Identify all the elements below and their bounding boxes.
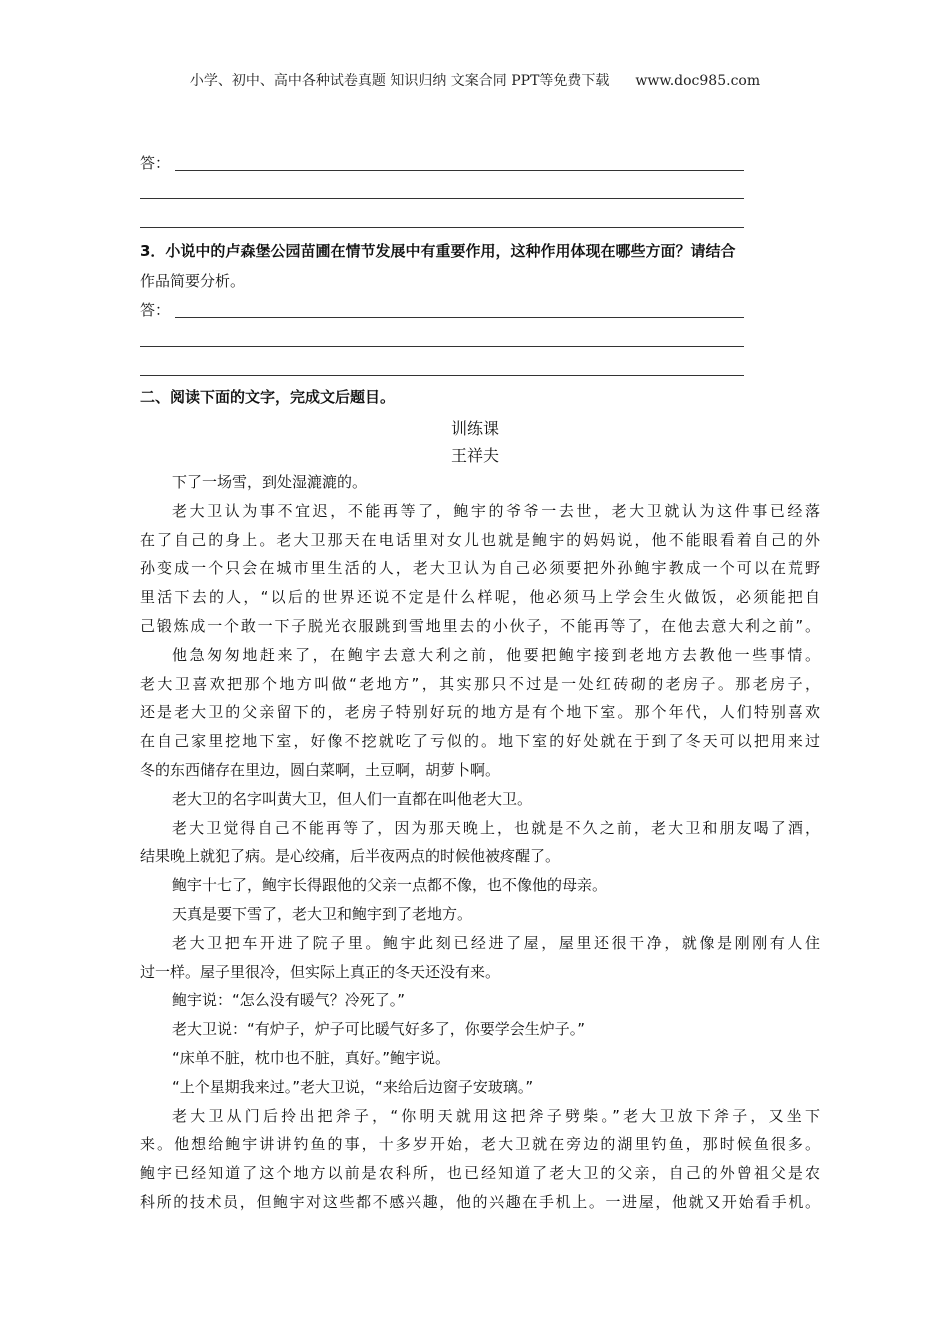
article-line: 下了一场雪，到处湿漉漉的。 xyxy=(172,473,368,491)
article-line: 老大卫认为事不宜迟，不能再等了，鲍宇的爷爷一去世，老大卫就认为这件事已经落 xyxy=(172,501,820,520)
article-line: 老大卫喜欢把那个地方叫做“老地方”，其实那只不过是一处红砖砌的老房子。那老房子， xyxy=(140,674,820,693)
article-line: 里活下去的人，“以后的世界还说不定是什么样呢，他必须马上学会生火做饭，必须能把自 xyxy=(140,588,820,607)
article-line: 在自己家里挖地下室，好像不挖就吃了亏似的。地下室的好处就在于到了冬天可以把用来过 xyxy=(140,732,820,751)
article-line: 他急匆匆地赶来了，在鲍宇去意大利之前，他要把鲍宇接到老地方去教他一些事情。 xyxy=(172,645,820,664)
question-3-line1: 3．小说中的卢森堡公园苗圃在情节发展中有重要作用，这种作用体现在哪些方面？请结合 xyxy=(140,242,736,260)
article-line: 老大卫说：“有炉子，炉子可比暖气好多了，你要学会生炉子。” xyxy=(172,1020,586,1039)
article-line: 过一样。屋子里很冷，但实际上真正的冬天还没有来。 xyxy=(140,962,501,981)
question-3-line2: 作品简要分析。 xyxy=(140,272,246,290)
answer-label: 答： xyxy=(140,154,171,172)
answer-line xyxy=(140,375,744,376)
article-line: 天真是要下雪了，老大卫和鲍宇到了老地方。 xyxy=(172,905,473,923)
article-line: 在了自己的身上。老大卫那天在电话里对女儿也就是鲍宇的妈妈说，他不能眼看着自己的外 xyxy=(140,530,820,549)
article-line: 科所的技术员，但鲍宇对这些都不感兴趣，他的兴趣在手机上。一进屋，他就又开始看手机。 xyxy=(140,1193,820,1211)
article-author: 王祥夫 xyxy=(450,446,499,465)
article-line: 结果晚上就犯了病。是心绞痛，后半夜两点的时候他被疼醒了。 xyxy=(140,847,561,866)
answer-line xyxy=(140,227,744,228)
header-url: www.doc985.com xyxy=(635,73,761,89)
article-line: “上个星期我来过。”老大卫说，“来给后边窗子安玻璃。” xyxy=(172,1077,534,1096)
answer-line xyxy=(140,346,744,347)
article-line: 还是老大卫的父亲留下的，老房子特别好玩的地方是有个地下室。那个年代，人们特别喜欢 xyxy=(140,703,820,722)
header-text: 小学、初中、高中各种试卷真题 知识归纳 文案合同 PPT等免费下载 xyxy=(189,73,610,89)
article-line: 老大卫觉得自己不能再等了，因为那天晚上，也就是不久之前，老大卫和朋友喝了酒， xyxy=(172,818,820,837)
article-line: 鲍宇十七了，鲍宇长得跟他的父亲一点都不像，也不像他的母亲。 xyxy=(172,876,608,895)
section-heading: 二、阅读下面的文字，完成文后题目。 xyxy=(140,388,396,406)
answer-label: 答： xyxy=(140,301,171,319)
article-line: 冬的东西储存在里边，圆白菜啊，土豆啊，胡萝卜啊。 xyxy=(140,761,501,779)
article-line: 鲍宇说：“怎么没有暖气？冷死了。” xyxy=(172,991,406,1010)
answer-line xyxy=(175,170,744,171)
article-line: 鲍宇已经知道了这个地方以前是农科所，也已经知道了老大卫的父亲，自己的外曾祖父是农 xyxy=(140,1164,820,1183)
article-line: 来。他想给鲍宇讲讲钓鱼的事，十多岁开始，老大卫就在旁边的湖里钓鱼，那时候鱼很多。 xyxy=(140,1135,820,1154)
article-line: 己锻炼成一个敢一下子脱光衣服跳到雪地里去的小伙子，不能再等了，在他去意大利之前”。 xyxy=(140,617,820,635)
answer-line xyxy=(175,317,744,318)
answer-line xyxy=(140,198,744,199)
article-line: 老大卫的名字叫黄大卫，但人们一直都在叫他老大卫。 xyxy=(172,789,533,808)
page-header xyxy=(0,70,950,90)
article-title: 训练课 xyxy=(450,419,499,438)
article-line: 孙变成一个只会在城市里生活的人，老大卫认为自己必须要把外孙鲍宇教成一个可以在荒野 xyxy=(140,559,820,578)
article-line: 老大卫把车开进了院子里。鲍宇此刻已经进了屋，屋里还很干净，就像是刚刚有人住 xyxy=(172,933,820,952)
article-line: 老大卫从门后拎出把斧子，“你明天就用这把斧子劈柴。”老大卫放下斧子，又坐下 xyxy=(172,1106,820,1125)
article-line: “床单不脏，枕巾也不脏，真好。”鲍宇说。 xyxy=(172,1049,451,1067)
